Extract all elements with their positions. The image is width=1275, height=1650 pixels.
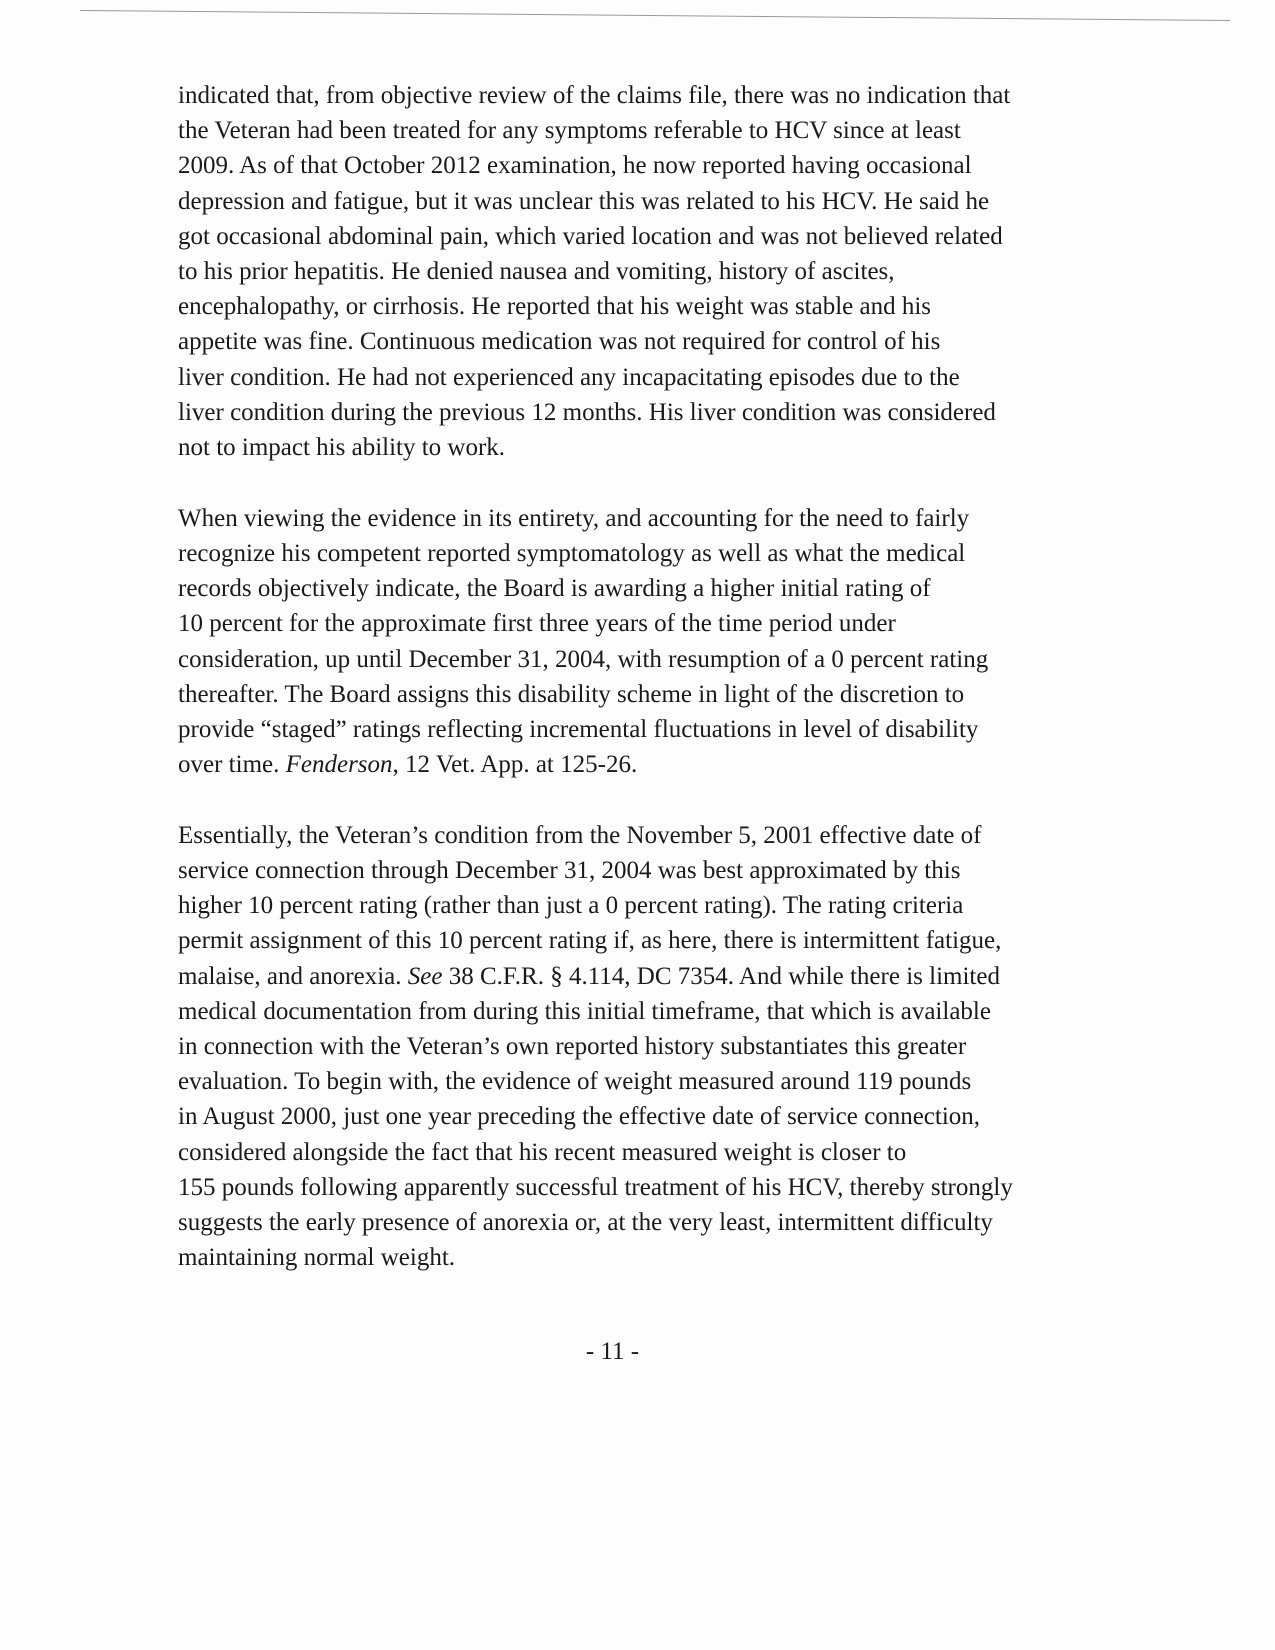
paragraph-3: [178, 818, 1078, 1276]
text-line: in August 2000, just one year preceding the effective date of service connection,: [178, 1103, 981, 1131]
text-line: over time. Fenderson, 12 Vet. App. at 125-26.: [178, 751, 638, 779]
text-line: 155 pounds following apparently successful treatment of his HCV, thereby strongly: [178, 1173, 1013, 1201]
text-line: consideration, up until December 31, 2004, with resumption of a 0 percent rating: [178, 645, 989, 673]
body-text: [178, 78, 1078, 1311]
text-line: malaise, and anorexia. See 38 C.F.R. § 4.114, DC 7354. And while there is limited: [178, 962, 1000, 990]
text-line: Essentially, the Veteran’s condition from the November 5, 2001 effective date of: [178, 821, 982, 849]
text-line: recognize his competent reported symptomatology as well as what the medical: [178, 539, 966, 567]
text-line: liver condition during the previous 12 months. His liver condition was considered: [178, 398, 996, 426]
text-line: not to impact his ability to work.: [178, 434, 506, 462]
text-line: suggests the early presence of anorexia or, at the very least, intermittent difficulty: [178, 1209, 993, 1237]
text-line: the Veteran had been treated for any symptoms referable to HCV since at least: [178, 117, 961, 145]
text-line: appetite was fine. Continuous medication was not required for control of his: [178, 328, 941, 356]
text-line: to his prior hepatitis. He denied nausea and vomiting, history of ascites,: [178, 258, 895, 286]
text-line: got occasional abdominal pain, which varied location and was not believed related: [178, 222, 1003, 250]
text-line: indicated that, from objective review of the claims file, there was no indication that: [178, 82, 1011, 109]
text-line: in connection with the Veteran’s own reported history substantiates this greater: [178, 1033, 967, 1061]
text-line: medical documentation from during this initial timeframe, that which is available: [178, 997, 991, 1025]
text-line: 10 percent for the approximate first three years of the time period under: [178, 610, 896, 638]
text-line: liver condition. He had not experienced any incapacitating episodes due to the: [178, 363, 960, 391]
text-line: thereafter. The Board assigns this disability scheme in light of the discretion to: [178, 680, 965, 708]
text-line: When viewing the evidence in its entirety, and accounting for the need to fairly: [178, 504, 970, 532]
scan-edge-line: [80, 10, 1230, 21]
text-line: depression and fatigue, but it was unclear this was related to his HCV. He said he: [178, 187, 990, 215]
text-line: service connection through December 31, 2004 was best approximated by this: [178, 857, 961, 885]
paragraph-1: [178, 78, 1078, 465]
text-line: permit assignment of this 10 percent rating if, as here, there is intermittent fatigue,: [178, 927, 1002, 955]
text-line: evaluation. To begin with, the evidence of weight measured around 119 pounds: [178, 1068, 972, 1096]
paragraph-2: [178, 501, 1078, 783]
text-line: maintaining normal weight.: [178, 1244, 456, 1272]
text-line: considered alongside the fact that his recent measured weight is closer to: [178, 1138, 907, 1166]
text-line: encephalopathy, or cirrhosis. He reported that his weight was stable and his: [178, 293, 932, 321]
page-number: - 11 -: [585, 1338, 640, 1365]
text-line: records objectively indicate, the Board is awarding a higher initial rating of: [178, 575, 931, 603]
text-line: higher 10 percent rating (rather than just a 0 percent rating). The rating criteria: [178, 892, 964, 920]
text-line: 2009. As of that October 2012 examination, he now reported having occasional: [178, 152, 972, 180]
text-line: provide “staged” ratings reflecting incremental fluctuations in level of disability: [178, 715, 979, 743]
